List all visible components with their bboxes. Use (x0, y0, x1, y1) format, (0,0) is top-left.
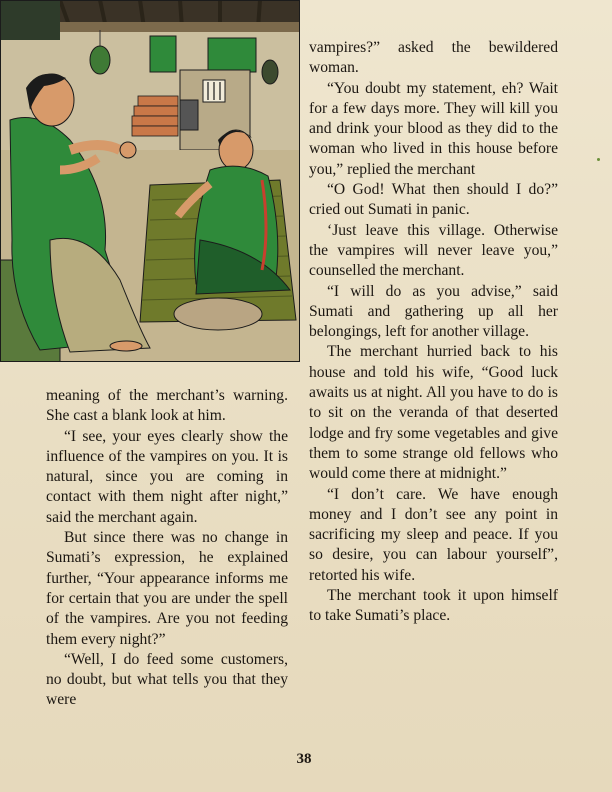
paragraph: ‘Just leave this village. Otherwise the vampires will never leave you,” counselled the merchant. (309, 221, 558, 280)
right-text-column (309, 38, 558, 627)
paragraph: “You doubt my statement, eh? Wait for a few days more. They will kill you and drink your blood as they did to the woman who lived in this house before you,” replied the merchant (309, 79, 558, 178)
paragraph: “I will do as you advise,” said Sumati and gathering up all her belongings, left for another village. (309, 282, 558, 341)
paragraph: But since there was no change in Sumati’s expression, he explained further, “Your appearance informs me for certain that you are under the spell of the vampires. Are you not feeding them every night?” (46, 529, 288, 648)
story-illustration (0, 0, 300, 362)
paragraph: meaning of the merchant’s warning. She cast a blank look at him. (46, 387, 288, 425)
paragraph: “O God! What then should I do?” cried out Sumati in panic. (309, 181, 558, 219)
left-text-column (46, 386, 288, 711)
paragraph: The merchant took it upon himself to take Sumati’s place. (309, 587, 558, 625)
story-illustration-merchant-and-woman (0, 0, 300, 362)
print-speck (597, 158, 600, 161)
paragraph: vampires?” asked the bewildered woman. (309, 39, 558, 77)
paragraph: “I see, your eyes clearly show the influence of the vampires on you. It is natural, since you are coming in contact with them night after night,” said the merchant again. (46, 427, 288, 526)
paragraph: “Well, I do feed some customers, no doubt, but what tells you that they were (46, 650, 288, 709)
page-number: 38 (296, 751, 312, 767)
paragraph: “I don’t care. We have enough money and I don’t see any point in sacrificing my sleep and peace. If you so desire, you can labour yourself”, retorted his wife. (309, 485, 558, 584)
paragraph: The merchant hurried back to his house and told his wife, “Good luck awaits us at night. All you have to do is to sit on the veranda of that deserted lodge and fry some vegetables and give them to some strange old fellows who would come there at midnight.” (309, 343, 558, 483)
